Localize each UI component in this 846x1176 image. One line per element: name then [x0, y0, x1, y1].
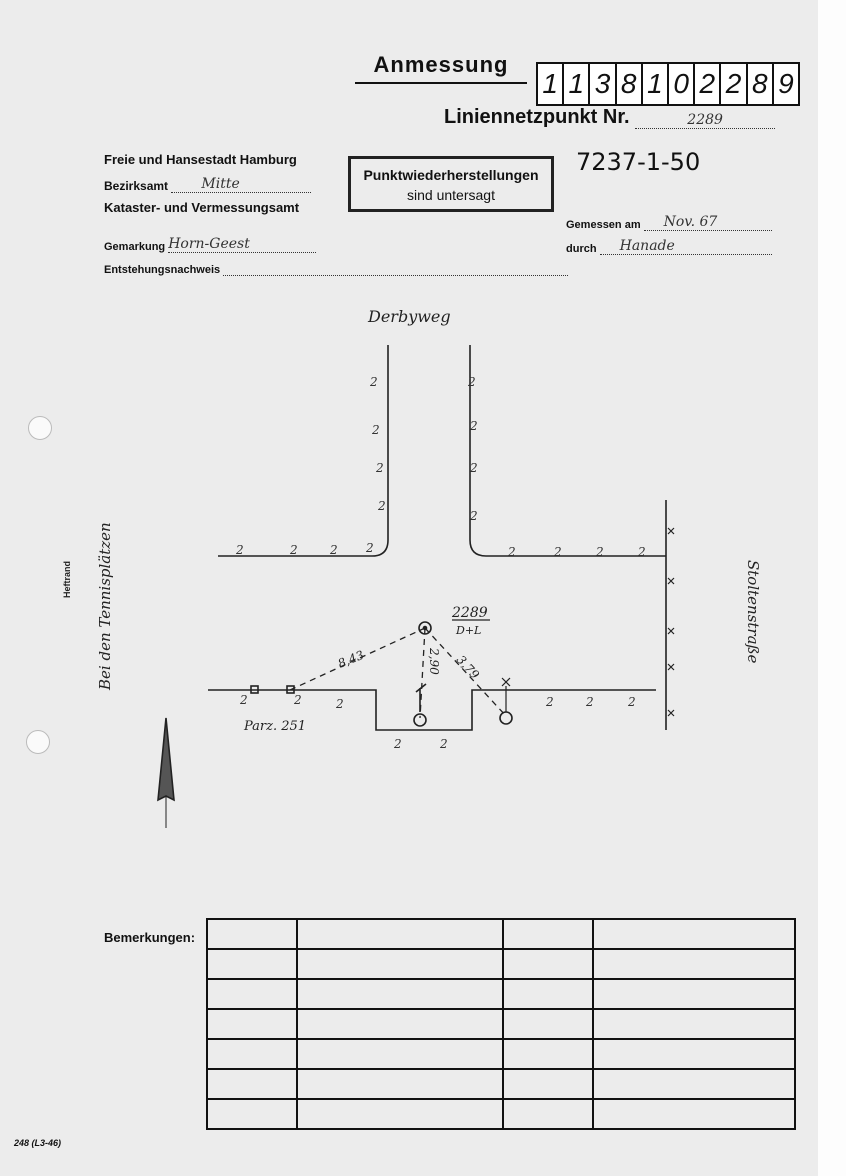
remarks-row — [207, 919, 795, 949]
number-digit: 8 — [748, 64, 774, 104]
stamp-line1: Punktwiederherstellungen — [363, 167, 539, 183]
curb-mark: 2 — [596, 545, 604, 559]
number-digit: 1 — [538, 64, 564, 104]
cross-mark-icon — [502, 678, 510, 712]
remarks-row — [207, 979, 795, 1009]
durch-label: durch — [566, 243, 597, 255]
remarks-cell — [593, 979, 795, 1009]
authority-line1: Freie und Hansestadt Hamburg — [104, 152, 297, 167]
curb-mark: 2 — [546, 695, 554, 709]
remarks-cell — [593, 1009, 795, 1039]
remarks-row — [207, 949, 795, 979]
remarks-table — [206, 918, 796, 1130]
curb-mark: 2 — [554, 545, 562, 559]
curb-mark: 2 — [372, 423, 380, 437]
street-label-tennis: Bei den Tennisplätzen — [96, 522, 114, 690]
remarks-row — [207, 1009, 795, 1039]
boundary-marker-1 — [414, 714, 426, 726]
number-digit: 3 — [590, 64, 616, 104]
remarks-cell — [593, 1099, 795, 1129]
curb-mark: 2 — [470, 461, 478, 475]
remarks-cell — [207, 1069, 297, 1099]
curb-mark: 2 — [330, 543, 338, 557]
gemarkung-label: Gemarkung — [104, 241, 166, 253]
stamp-line2: sind untersagt — [407, 187, 495, 203]
curb-mark: 2 — [586, 695, 594, 709]
curb-marks — [235, 375, 646, 751]
remarks-cell — [503, 1069, 593, 1099]
reference-code: 7237-1-50 — [576, 148, 701, 176]
east-cross-marks — [668, 528, 674, 716]
remarks-cell — [207, 979, 297, 1009]
curb-mark: 2 — [628, 695, 636, 709]
remarks-cell — [207, 1099, 297, 1129]
remarks-cell — [503, 919, 593, 949]
remarks-cell — [503, 979, 593, 1009]
remarks-cell — [207, 1009, 297, 1039]
number-digit: 2 — [695, 64, 721, 104]
curb-mark: 2 — [378, 499, 386, 513]
road-edge-left — [218, 345, 388, 556]
remarks-cell — [593, 919, 795, 949]
liniennetzpunkt-label: Liniennetzpunkt Nr. — [444, 106, 630, 128]
liniennetzpunkt-value: 2289 — [635, 112, 775, 129]
number-digit: 8 — [617, 64, 643, 104]
number-digit: 2 — [721, 64, 747, 104]
curb-mark: 2 — [394, 737, 402, 751]
remarks-cell — [297, 979, 503, 1009]
distance-label-2: 2,90 — [427, 648, 441, 675]
number-digit: 0 — [669, 64, 695, 104]
remarks-cell — [297, 1039, 503, 1069]
distance-label-3: 3,79 — [453, 652, 483, 682]
entstehung-label: Entstehungsnachweis — [104, 264, 221, 276]
remarks-row — [207, 1039, 795, 1069]
bezirksamt-value: Mitte — [171, 176, 311, 193]
page-title: Anmessung — [355, 52, 527, 84]
number-digit: 1 — [564, 64, 590, 104]
parcel-label: Parz. 251 — [244, 719, 307, 734]
curb-mark: 2 — [638, 545, 646, 559]
remarks-row — [207, 1069, 795, 1099]
curb-mark: 2 — [236, 543, 244, 557]
north-arrow-icon — [158, 718, 174, 800]
remarks-cell — [593, 1069, 795, 1099]
remarks-cell — [593, 949, 795, 979]
remarks-cell — [503, 1009, 593, 1039]
remarks-cell — [297, 1099, 503, 1129]
road-edge-right — [470, 345, 666, 556]
curb-mark: 2 — [376, 461, 384, 475]
curb-mark: 2 — [440, 737, 448, 751]
number-digit: 1 — [643, 64, 669, 104]
remarks-cell — [503, 1039, 593, 1069]
boundary-marker-2 — [500, 712, 512, 724]
durch-value: Hanade — [600, 238, 772, 255]
remarks-cell — [207, 919, 297, 949]
gemarkung-value: Horn-Geest — [168, 236, 316, 253]
number-digit: 9 — [778, 68, 794, 99]
curb-mark: 2 — [336, 697, 344, 711]
authority-line3: Kataster- und Vermessungsamt — [104, 200, 300, 215]
distance-label-1: 8,43 — [335, 647, 366, 671]
remarks-cell — [207, 1039, 297, 1069]
margin-label: Heftrand — [62, 560, 72, 598]
form-code: 248 (L3-46) — [14, 1138, 62, 1148]
remarks-row — [207, 1099, 795, 1129]
remarks-cell — [593, 1039, 795, 1069]
remarks-label: Bemerkungen: — [104, 930, 196, 945]
point-number-label: 2289 — [452, 605, 488, 621]
curb-mark: 2 — [240, 693, 248, 707]
curb-mark: 2 — [294, 693, 302, 707]
remarks-cell — [297, 919, 503, 949]
curb-mark: 2 — [468, 375, 476, 389]
gemessen-value: Nov. 67 — [644, 214, 772, 231]
remarks-cell — [503, 1099, 593, 1129]
remarks-cell — [297, 949, 503, 979]
curb-mark: 2 — [370, 375, 378, 389]
remarks-cell — [297, 1009, 503, 1039]
remarks-cell — [297, 1069, 503, 1099]
curb-mark: 2 — [290, 543, 298, 557]
point-sub-label: D+L — [456, 624, 482, 637]
gemessen-label: Gemessen am — [566, 219, 641, 231]
street-label-stoltenstrasse: Stoltenstraße — [744, 560, 762, 664]
remarks-cell — [207, 949, 297, 979]
curb-mark: 2 — [470, 419, 478, 433]
bezirksamt-label: Bezirksamt — [104, 179, 169, 193]
street-label-derbyweg: Derbyweg — [368, 307, 451, 326]
curb-mark: 2 — [366, 541, 374, 555]
curb-mark: 2 — [470, 509, 478, 523]
remarks-cell — [503, 949, 593, 979]
curb-mark: 2 — [508, 545, 516, 559]
